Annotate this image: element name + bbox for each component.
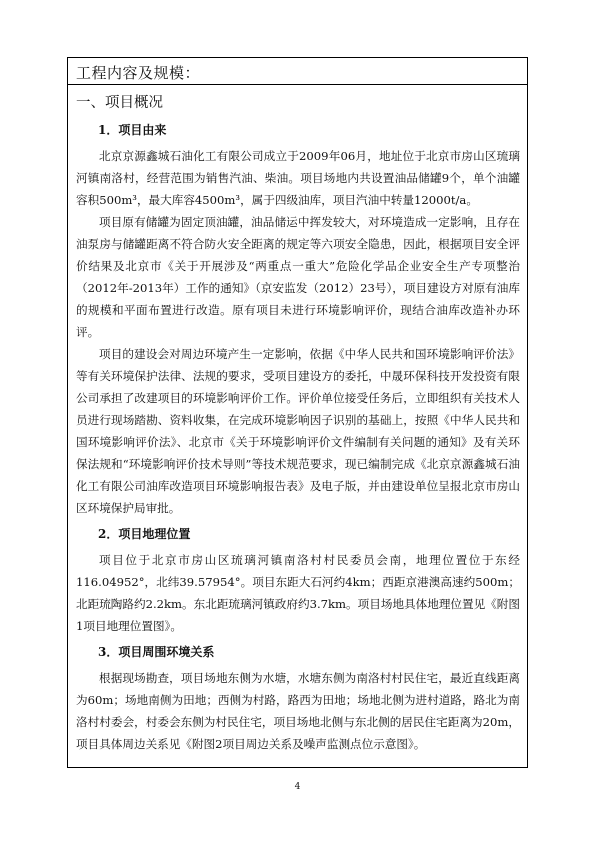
content-table: [67, 57, 528, 768]
paragraph-origin-3: 项目的建设会对周边环境产生一定影响，依据《中华人民共和国环境影响评价法》等有关环境保护法律、法规的要求，受项目建设方的委托，中晟环保科技开发投资有限公司承担了改建项目的环境影响评价工作。评价单位接受任务后，立即组织有关技术人员进行现场踏勘、资料收集，在完成环境影响因子识别的基础上，按照《中华人民共和国环境影响评价法》、北京市《关于环境影响评价文件编制有关问题的通知》及有关环保法规和“环境影响评价技术导则”等技术规范要求，现已编制完成《北京京源鑫城石油化工有限公司油库改造项目环境影响报告表》及电子版，并由建设单位呈报北京市房山区环境保护局审批。: [76, 347, 520, 515]
paragraph-location: 项目位于北京市房山区琉璃河镇南洛村村民委员会南，地理位置位于东经116.04952°，北纬39.57954°。项目东距大石河约4km；西距京港澳高速约500m；北距琉陶路约2.2km。东北距琉璃河镇政府约3.7km。项目场地具体地理位置见《附图1项目地理位置图》。: [76, 553, 520, 633]
paragraph-surroundings: 根据现场勘查，项目场地东侧为水塘，水塘东侧为南洛村村民住宅，最近直线距离为60m；场地南侧为田地；西侧为村路，路西为田地；场地北侧为进村道路，路北为南洛村村委会，村委会东侧为村民住宅，项目场地北侧与东北侧的居民住宅距离为20m，项目具体周边关系见《附图2项目周边关系及噪声监测点位示意图》。: [76, 671, 520, 751]
section-heading: 一、项目概况: [76, 95, 163, 111]
table-title: 工程内容及规模：: [76, 64, 201, 82]
paragraph-origin-2: 项目原有储罐为固定顶油罐，油品储运中挥发较大，对环境造成一定影响，且存在油泵房与储罐距离不符合防火安全距离的规定等六项安全隐患，因此，根据项目安全评价结果及北京市《关于开展涉及“两重点一重大”危险化学品企业安全生产专项整治（2012年-2013年）工作的通知》（京安监发（2012）23号），项目建设方对原有油库的规模和平面布置进行改造。原有项目未进行环境影响评价，现结合油库改造补办环评。: [76, 215, 520, 339]
subsection-heading-location: 2．项目地理位置: [98, 527, 191, 541]
table-title-row: [68, 58, 527, 85]
subsection-heading-origin: 1．项目由来: [98, 123, 167, 137]
paragraph-origin-1: 北京京源鑫城石油化工有限公司成立于2009年06月，地址位于北京市房山区琉璃河镇南洛村，经营范围为销售汽油、柴油。项目场地内共设置油品储罐9个，单个油罐容积500m³，最大库容4500m³，属于四级油库，项目汽油中转量12000t/a。: [76, 149, 520, 207]
page-number: 4: [294, 782, 301, 792]
subsection-heading-surroundings: 3．项目周围环境关系: [98, 645, 215, 659]
table-body: [76, 89, 520, 755]
